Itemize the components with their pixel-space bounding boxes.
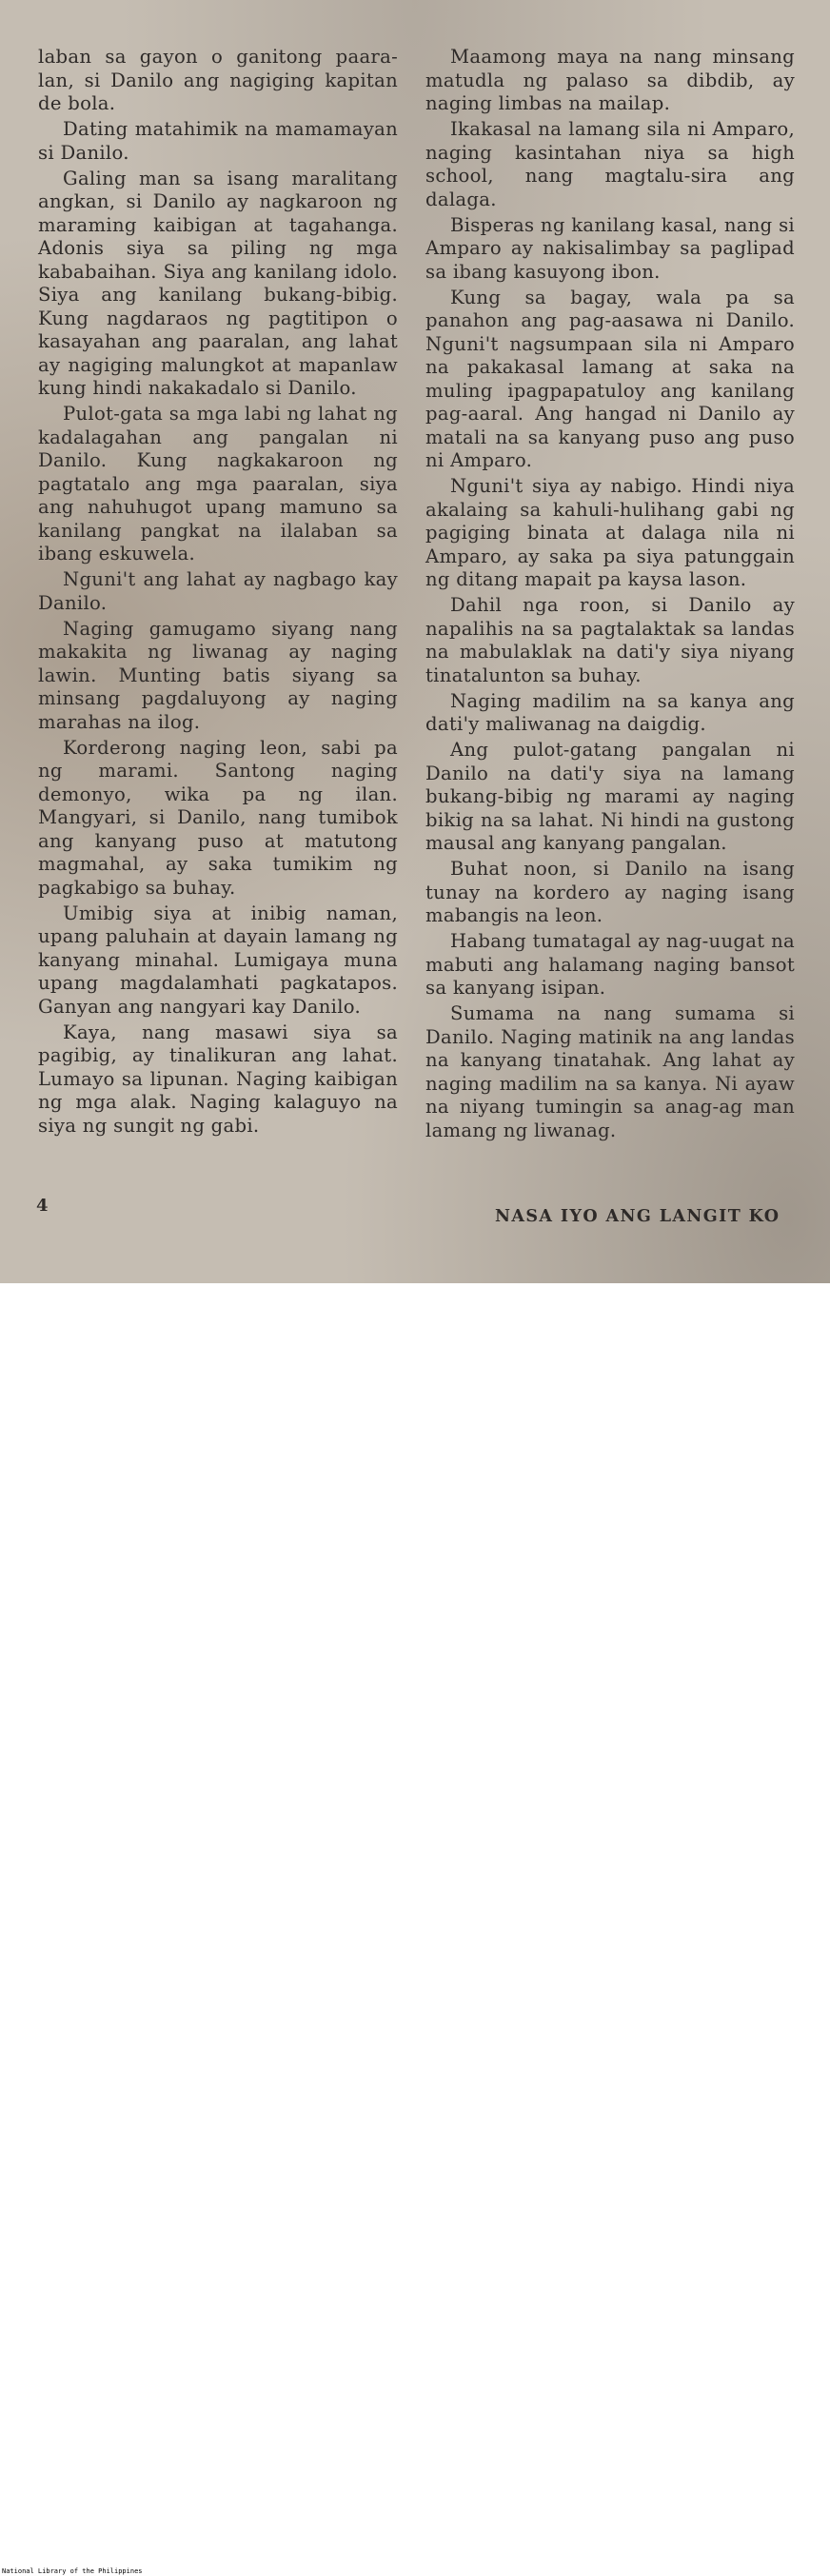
library-credit: National Library of the Philippines — [2, 2567, 143, 2575]
paragraph: Dahil nga roon, si Danilo ay napalihis na sa pagtalaktak sa landas na mabulaklak na dati'y siya niyang tinatalunton sa buhay. — [425, 594, 795, 686]
paragraph: Ikakasal na lamang sila ni Amparo, naging kasintahan niya sa high school, nang magtalu-sira ang dalaga. — [425, 118, 795, 210]
paragraph: Korderong naging leon, sabi pa ng marami. Santong naging demonyo, wika pa ng ilan. Mangyari, si Danilo, nang tumibok ang kanyang puso at matutong magmahal, ay saka tumikim ng pagkabigo sa buhay. — [38, 736, 398, 899]
paragraph: Pulot-gata sa mga labi ng lahat ng kadalagahan ang pangalan ni Danilo. Kung nagkakaroon ng pagtatalo ang mga paaralan, siya ang nahuhugot upang mamuno sa kanilang pangkat na ilalaban sa ibang eskuwela. — [38, 403, 398, 565]
paragraph: Buhat noon, si Danilo na isang tunay na kordero ay naging isang mabangis na leon. — [425, 858, 795, 926]
scanned-page — [0, 0, 830, 1283]
page-number: 4 — [36, 1196, 49, 1216]
paragraph: Sumama na nang sumama si Danilo. Naging matinik na ang landas na kanyang tinatahak. Ang lahat ay naging madilim na sa kanya. Ni ayaw na niyang tumingin sa anag-ag man lamang ng liwanag. — [425, 1002, 795, 1141]
paragraph: Galing man sa isang maralitang angkan, si Danilo ay nagkaroon ng maraming kaibigan at tagahanga. Adonis siya sa piling ng mga kababaihan. Siya ang kanilang idolo. Siya ang kanilang bukang-bibig. Kung nagdaraos ng pagtitipon o kasayahan ang paaralan, ang lahat ay nagiging malungkot at mapanlaw kung hindi nakakadalo si Danilo. — [38, 167, 398, 399]
paragraph: Maamong maya na nang minsang matudla ng palaso sa dibdib, ay naging limbas na mailap. — [425, 46, 795, 114]
paragraph: laban sa gayon o ganitong paara-lan, si Danilo ang nagiging kapitan de bola. — [38, 46, 398, 114]
paragraph: Kung sa bagay, wala pa sa panahon ang pag-aasawa ni Danilo. Nguni't nagsumpaan sila ni Amparo na pakakasal lamang at saka na muling ipagpapatuloy ang kanilang pag-aaral. Ang hangad ni Danilo ay matali na sa kanyang puso ang puso ni Amparo. — [425, 286, 795, 471]
running-title: NASA IYO ANG LANGIT KO — [495, 1207, 781, 1226]
paragraph: Kaya, nang masawi siya sa pagibig, ay tinalikuran ang lahat. Lumayo sa lipunan. Naging kaibigan ng mga alak. Naging kalaguyo na siya ng sungit ng gabi. — [38, 1020, 398, 1137]
credit-strip — [0, 1283, 830, 2575]
paragraph: Habang tumatagal ay nag-uugat na mabuti ang halamang naging bansot sa kanyang isipan. — [425, 930, 795, 999]
paragraph: Nguni't siya ay nabigo. Hindi niya akalaing sa kahuli-hulihang gabi ng pagiging binata at dalaga nila ni Amparo, ay saka pa siya patunggain ng ditang mapait pa kaysa lason. — [425, 475, 795, 590]
paragraph: Naging madilim na sa kanya ang dati'y maliwanag na daigdig. — [425, 689, 795, 735]
paragraph: Ang pulot-gatang pangalan ni Danilo na dati'y siya na lamang bukang-bibig ng marami ay naging bikig na sa lahat. Ni hindi na gustong mausal ang kanyang pangalan. — [425, 739, 795, 854]
right-text-column — [425, 46, 795, 1145]
paragraph: Bisperas ng kanilang kasal, nang si Amparo ay nakisalimbay sa paglipad sa ibang kasuyong ibon. — [425, 213, 795, 283]
paragraph: Dating matahimik na mamamayan si Danilo. — [38, 118, 398, 164]
paragraph: Umibig siya at inibig naman, upang paluhain at dayain lamang ng kanyang minahal. Lumigaya muna upang magdalamhati pagkatapos. Ganyan ang nangyari kay Danilo. — [38, 902, 398, 1018]
paragraph: Nguni't ang lahat ay nagbago kay Danilo. — [38, 568, 398, 614]
paragraph: Naging gamugamo siyang nang makakita ng liwanag ay naging lawin. Munting batis siyang sa minsang pagdaluyong ay naging marahas na ilog. — [38, 617, 398, 733]
left-text-column — [38, 46, 398, 1140]
